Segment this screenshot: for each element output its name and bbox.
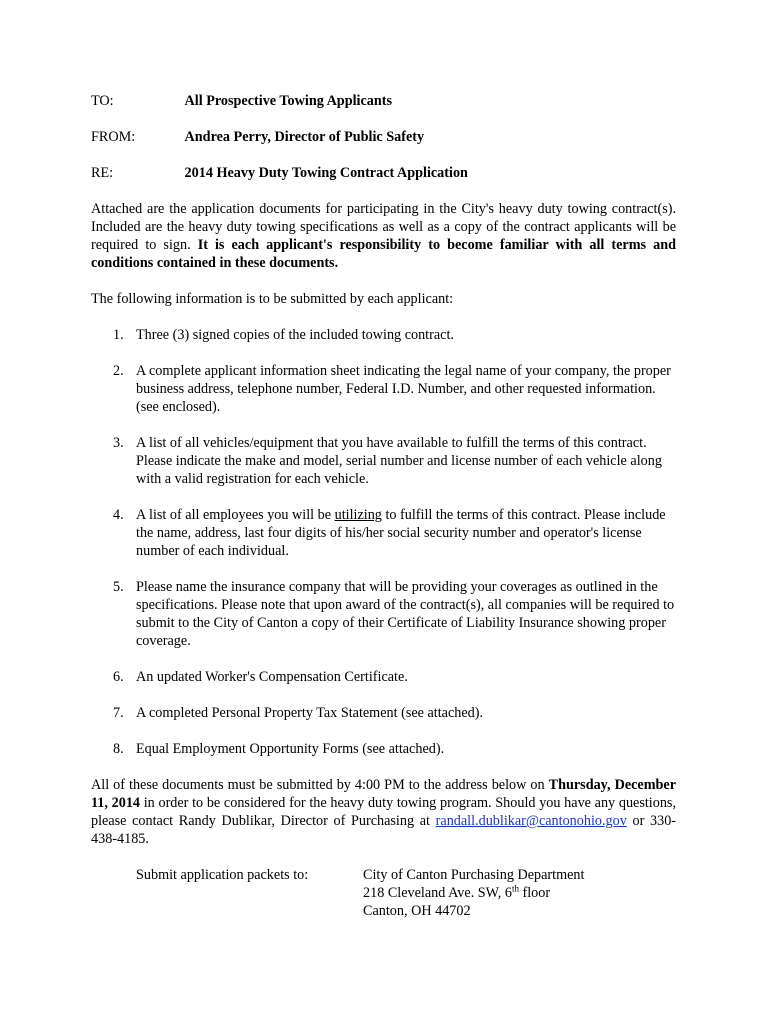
address-line-2: [363, 884, 584, 902]
list-item-text: A completed Personal Property Tax Statement (see attached).: [136, 705, 484, 721]
to-value: All Prospective Towing Applicants: [184, 93, 393, 109]
ordinal-suffix: th: [511, 883, 519, 894]
intro-bold-text: It is each applicant's responsibility to become familiar with all terms and conditions contained in these documents.: [91, 237, 677, 271]
deadline-date: Thursday, December 11, 2014: [91, 777, 677, 811]
list-item-text: Three (3) signed copies of the included towing contract.: [136, 327, 454, 343]
list-item-number: 4.: [113, 507, 124, 523]
list-item: [91, 704, 676, 722]
list-item-text: A list of all vehicles/equipment that you have available to fulfill the terms of this contract. Please indicate the make and model, serial number and license number of each vehicle along with a valid registration for each vehicle.: [136, 435, 662, 487]
to-label: TO:: [91, 93, 114, 109]
list-item-text-pre: A list of all employees you will be: [136, 507, 335, 523]
list-item-number: 5.: [113, 579, 124, 595]
list-item-text: A complete applicant information sheet indicating the legal name of your company, the proper business address, telephone number, Federal I.D. Number, and other requested information. (see enclosed).: [136, 363, 671, 415]
list-item: [91, 326, 676, 344]
requirements-list: [91, 326, 676, 758]
underlined-word: utilizing: [334, 507, 382, 523]
list-item: [91, 668, 676, 686]
list-item: [91, 362, 676, 416]
intro-text: Attached are the application documents for participating in the City's heavy duty towing contract(s). Included are the heavy duty towing specifications as well as a copy of the contract applicants will be required to sign.: [91, 201, 676, 253]
submit-label: Submit application packets to:: [136, 867, 309, 883]
intro-paragraph: [91, 200, 676, 272]
closing-text-post: or 330-438-4185.: [91, 813, 677, 847]
list-item-number: 1.: [113, 327, 124, 343]
lead-in-text: The following information is to be submitted by each applicant:: [91, 291, 454, 307]
re-row: [91, 164, 676, 182]
list-item-text: Equal Employment Opportunity Forms (see attached).: [136, 741, 445, 757]
from-row: [91, 128, 676, 146]
list-item-number: 2.: [113, 363, 124, 379]
email-link[interactable]: randall.dublikar@cantonohio.gov: [435, 813, 627, 829]
address-line-1: City of Canton Purchasing Department: [363, 867, 585, 883]
to-row: [91, 92, 676, 110]
list-item-text: Please name the insurance company that will be providing your coverages as outlined in the specifications. Please note that upon award of the contract(s), all companies will be required to submit to the City of Canton a copy of their Certificate of Liability Insurance showing proper coverage.: [136, 579, 675, 649]
address-line-2-post: floor: [518, 885, 551, 901]
from-label: FROM:: [91, 129, 136, 145]
list-item: [91, 506, 676, 560]
list-item-number: 7.: [113, 705, 124, 721]
re-label: RE:: [91, 165, 114, 181]
list-item-number: 8.: [113, 741, 124, 757]
from-value: Andrea Perry, Director of Public Safety: [184, 129, 425, 145]
closing-text-mid: in order to be considered for the heavy duty towing program. Should you have any questions, please contact Randy Dublikar, Director of Purchasing at: [91, 795, 676, 829]
mailing-address: [363, 866, 584, 920]
address-line-2-pre: 218 Cleveland Ave. SW, 6: [363, 885, 512, 901]
address-line-3: Canton, OH 44702: [363, 903, 471, 919]
closing-text-pre: All of these documents must be submitted by 4:00 PM to the address below on: [91, 777, 549, 793]
list-item-text: [136, 506, 676, 560]
memo: [91, 92, 676, 920]
re-value: 2014 Heavy Duty Towing Contract Application: [184, 165, 468, 181]
list-item: [91, 434, 676, 488]
list-item-text-post: to fulfill the terms of this contract. Please include the name, address, last four digits of his/her social security number and operator's license number of each individual.: [136, 507, 666, 559]
list-item: [91, 578, 676, 650]
submit-block: [91, 866, 676, 920]
list-item-number: 6.: [113, 669, 124, 685]
list-item-text: An updated Worker's Compensation Certificate.: [136, 669, 408, 685]
list-item: [91, 740, 676, 758]
list-item-number: 3.: [113, 435, 124, 451]
closing-paragraph: [91, 776, 676, 848]
